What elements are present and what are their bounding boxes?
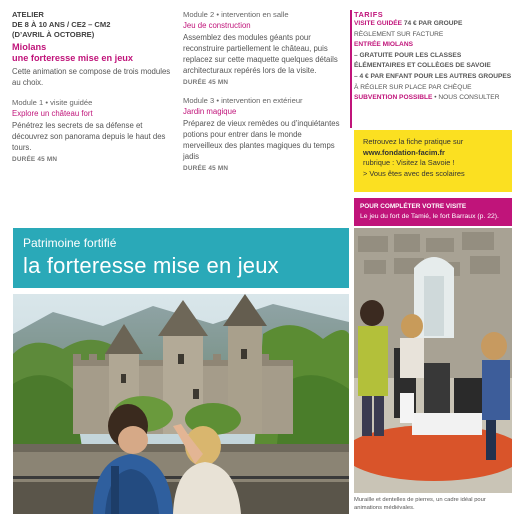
photo-caption: Muraille et dentelles de pierres, un cadre idéal pour animations médiévales. xyxy=(354,497,486,511)
module1-duration-value: 45 MN xyxy=(37,156,58,163)
tarifs-title: TARIFS xyxy=(354,10,384,19)
module1-label: Module 1 • visite guidée xyxy=(12,98,93,107)
module3-title: Jardin magique xyxy=(183,107,237,116)
column-tarifs xyxy=(354,10,514,104)
tarifs-line-7: À RÉGLER SUR PLACE PAR CHÈQUE xyxy=(354,83,472,91)
module1-title: Explore un château fort xyxy=(12,109,93,118)
column-modules xyxy=(183,10,343,172)
module1-text: Pénétrez les secrets de sa défense et découvrez son panorama depuis le haut des tours. xyxy=(12,121,166,152)
info-line-3: rubrique : Visitez la Savoie ! xyxy=(363,158,455,168)
age-range: DE 8 À 10 ANS / CE2 – CM2 xyxy=(12,20,111,29)
tarifs-visite-price: 74 € PAR GROUPE xyxy=(403,20,463,27)
construction-game-photo xyxy=(354,228,512,493)
banner-subtitle: Patrimoine fortifié xyxy=(23,236,117,250)
info-box-yellow xyxy=(354,130,512,192)
banner-title: la forteresse mise en jeux xyxy=(23,253,279,278)
tarifs-visite-label: VISITE GUIDÉE xyxy=(354,20,402,27)
tarifs-line-8 xyxy=(354,93,514,104)
module3-duration xyxy=(183,165,343,172)
tarifs-line-1 xyxy=(354,19,514,30)
info-line-4: > Vous êtes avec des scolaires xyxy=(363,168,465,178)
tarifs-line-4: – GRATUITE POUR LES CLASSES xyxy=(354,51,462,59)
tarifs-line-6: – 4 € PAR ENFANT POUR LES AUTRES GROUPES xyxy=(354,72,512,80)
column-atelier xyxy=(12,10,172,163)
complement-box xyxy=(354,198,512,226)
module2-label: Module 2 • intervention en salle xyxy=(183,10,289,19)
module2-text: Assemblez des modules géants pour reconstruire partiellement le château, puis replacez sur cette maquette quelques détails architecturaux repérés lors de la visite. xyxy=(183,33,338,75)
tarifs-subvention-label: SUBVENTION POSSIBLE xyxy=(354,94,433,102)
tarifs-subvention-note: • NOUS CONSULTER xyxy=(434,94,500,102)
module3-label: Module 3 • intervention en extérieur xyxy=(183,96,303,105)
complement-text: Le jeu du fort de Tamié, le fort Barraux (p. 22). xyxy=(360,212,499,220)
tarifs-line-3: ENTRÉE MIOLANS xyxy=(354,41,413,49)
info-line-1: Retrouvez la fiche pratique sur xyxy=(363,137,464,146)
section-banner xyxy=(13,228,349,288)
title-miolans: Miolans xyxy=(12,42,47,52)
module1-duration xyxy=(12,156,172,163)
module3-duration-label: DURÉE xyxy=(183,165,207,172)
module3-duration-value: 45 MN xyxy=(208,165,229,172)
title-forteresse: une forteresse mise en jeux xyxy=(12,53,134,63)
module2-title: Jeu de construction xyxy=(183,21,251,30)
atelier-label: ATELIER xyxy=(12,10,44,19)
tarifs-line-2: RÈGLEMENT SUR FACTURE xyxy=(354,30,444,38)
tarifs-block xyxy=(354,10,514,104)
tarifs-accent-bar xyxy=(350,10,352,128)
complement-title: POUR COMPLÉTER VOTRE VISITE xyxy=(360,203,467,210)
tarifs-line-5: ÉLÉMENTAIRES ET COLLÈGES DE SAVOIE xyxy=(354,62,491,70)
intro-text: Cette animation se compose de trois modules au choix. xyxy=(12,67,171,87)
module2-duration-label: DURÉE xyxy=(183,79,207,86)
module2-duration-value: 45 MN xyxy=(208,79,229,86)
module3-text: Préparez de vieux remèdes ou d’inquiétantes potions pour entrer dans le monde merveilleux des plantes magiques du temps jadis xyxy=(183,119,340,161)
website-link[interactable]: www.fondation-facim.fr xyxy=(363,147,445,157)
castle-photo xyxy=(13,294,349,514)
period: (D’AVRIL À OCTOBRE) xyxy=(12,30,95,39)
module2-duration xyxy=(183,79,343,86)
module1-duration-label: DURÉE xyxy=(12,156,36,163)
